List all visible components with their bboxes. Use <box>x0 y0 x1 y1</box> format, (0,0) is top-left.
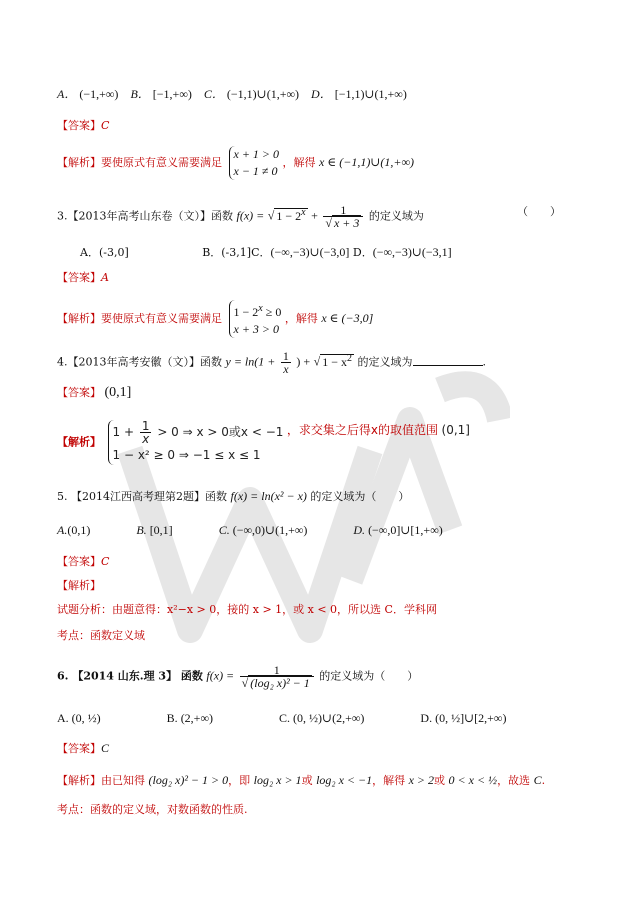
q5-keypoint: 考点：函数定义域 <box>57 629 145 642</box>
q3-answer: 【答案】A <box>57 271 109 284</box>
q5-analysis: 试题分析：由题意得：x²−x > 0，接的 x > 1，或 x < 0，所以选 C．学科网 <box>57 603 437 616</box>
q3-question: 3.【2013年高考山东卷（文）】函数 f(x) = √ $1 - 2^x$ + $\frac{1}{√ x + 3}$ 的定义域为 （ ） <box>57 203 561 230</box>
q3-analysis: 【解析】要使原式有意义需要满足 $1 - 2^x \ge 0$ x + 3 > 0 ，解得 x ∈ (−3,0] <box>57 300 373 338</box>
q4-cases: 1 + $\frac{1}{x}$ > 0 ⇒ x > 0或x < −1 1 − x² ≥ 0 ⇒ −1 ≤ x ≤ 1 <box>108 420 284 465</box>
q3-options: A．(-3,0] B．(-3,1]C．(−∞,−3)∪(−3,0] D．(−∞,−3)∪(−3,1] <box>80 245 452 259</box>
q3-cases: $1 - 2^x \ge 0$ x + 3 > 0 <box>229 300 282 338</box>
q3-fraction: $\frac{1}{√ x + 3}$ <box>323 204 363 229</box>
q2-answer: 【答案】C <box>57 119 110 132</box>
q6-options: A. (0, ½) B. (2,+∞) C. (0, ½)∪(2,+∞) D. (0, ½]∪[2,+∞) <box>57 711 507 725</box>
q6-question: 6. 【2014 山东.理 3】 函数 f(x) = $\frac{1}{\text{√ (log₂ x)² − 1}}$ 的定义域为（ ） <box>57 663 419 690</box>
q6-answer: 【答案】C <box>57 741 110 755</box>
q6-analysis: 【解析】由已知得 (log₂ x)² − 1 > 0，即 log₂ x > 1或 log₂ x < −1，解得 x > 2或 0 < x < ½，故选 C. <box>57 773 546 787</box>
q4-fraction: $\frac{1}{x}$ <box>282 349 289 376</box>
q2-options: A． (−1,+∞) B． [−1,+∞) C． (−1,1)∪(1,+∞) D． [−1,1)∪(1,+∞) <box>57 87 407 101</box>
q5-analysis-label: 【解析】 <box>57 579 101 592</box>
q5-question: 5. 【2014江西高考理第2题】函数 f(x) = ln(x² − x) 的定义域为（ ） <box>57 489 410 503</box>
q2-analysis: 【解析】要使原式有意义需要满足 x + 1 > 0 x − 1 ≠ 0 ，解得 x ∈ (−1,1)∪(1,+∞) <box>57 147 415 178</box>
q5-options: A.(0,1) B. [0,1] C. (−∞,0)∪(1,+∞) D. (−∞,0]∪[1,+∞) <box>57 523 443 537</box>
q6-keypoint: 考点：函数的定义域，对数函数的性质. <box>57 803 248 816</box>
q2-cases: x + 1 > 0 x − 1 ≠ 0 <box>229 146 280 180</box>
q4-answer: 【答案】 (0,1] <box>57 385 132 400</box>
q4-analysis: 【解析】 1 + $\frac{1}{x}$ > 0 ⇒ x > 0或x < −1 1 − x² ≥ 0 ⇒ −1 ≤ x ≤ 1 ，求交集之后得x的取值范围 (0,1] <box>57 420 470 465</box>
q4-question: 4.【2013年高考安徽（文）】函数 y = ln(1 + $\frac{1}{x}$ ) + √ $1 - x^2$ 的定义域为 . <box>57 349 486 376</box>
q5-answer: 【答案】C <box>57 555 110 568</box>
q6-fraction: $\frac{1}{\text{√ (log₂ x)² − 1}}$ <box>240 664 314 689</box>
answer-blank <box>413 354 483 366</box>
